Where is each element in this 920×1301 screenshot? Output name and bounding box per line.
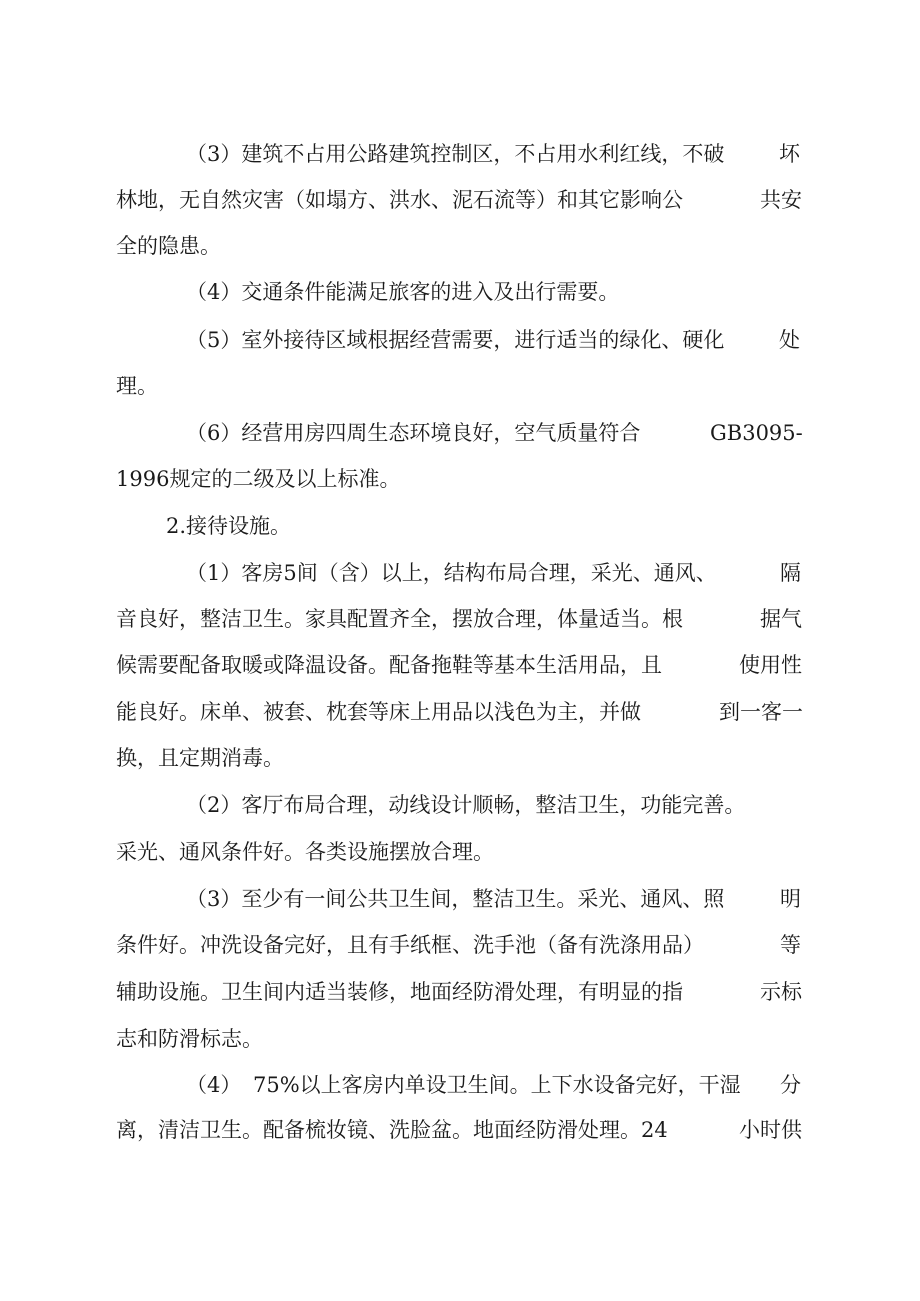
text-run: 坏	[779, 142, 800, 166]
text-line	[0, 180, 920, 220]
text-run: （6）经营用房四周生态环境良好，空气质量符合	[186, 421, 641, 445]
text-run: 能良好。床单、被套、枕套等床上用品以浅色为主，并做	[116, 700, 641, 724]
text-line	[0, 879, 920, 919]
text-run: 全的隐患。	[116, 234, 221, 258]
text-run: （5）室外接待区域根据经营需要，进行适当的绿化、硬化	[186, 328, 725, 352]
text-line	[0, 413, 920, 453]
text-run: 采光、通风条件好。各类设施摆放合理。	[116, 840, 494, 864]
text-run: 使用性	[739, 653, 802, 677]
text-line	[0, 1019, 920, 1059]
text-line	[0, 925, 920, 965]
text-run: （4）	[186, 1073, 242, 1097]
text-line	[0, 599, 920, 639]
text-run: GB3095-	[710, 421, 803, 445]
text-run: 候需要配备取暖或降温设备。配备拖鞋等基本生活用品，且	[116, 653, 662, 677]
text-run: 示标	[760, 980, 802, 1004]
text-run: 小时供	[739, 1118, 802, 1142]
text-run: 2.接待设施。	[166, 514, 292, 538]
text-run: 辅助设施。卫生间内适当装修，地面经防滑处理，有明显的指	[116, 980, 683, 1004]
text-line	[0, 832, 920, 872]
text-run: 据气	[760, 607, 802, 631]
text-line	[0, 366, 920, 406]
text-line	[0, 272, 920, 312]
text-run: （3）至少有一间公共卫生间，整洁卫生。采光、通风、照	[186, 887, 725, 911]
text-run: （3）建筑不占用公路建筑控制区，不占用水利红线，不破	[186, 142, 725, 166]
text-run: 分	[780, 1073, 801, 1097]
text-run: 志和防滑标志。	[116, 1027, 263, 1051]
text-line	[0, 1110, 920, 1150]
text-line	[0, 972, 920, 1012]
text-run: 林地，无自然灾害（如塌方、洪水、泥石流等）和其它影响公	[116, 188, 683, 212]
text-line	[0, 320, 920, 360]
text-line	[0, 645, 920, 685]
text-run: 等	[780, 933, 801, 957]
text-run: 条件好。冲洗设备完好，且有手纸框、洗手池（备有洗涤用品）	[116, 933, 704, 957]
text-line	[0, 738, 920, 778]
text-run: 隔	[780, 561, 801, 585]
text-run: 离，清洁卫生。配备梳妆镜、洗脸盆。地面经防滑处理。24	[116, 1118, 668, 1142]
text-line	[0, 553, 920, 593]
text-line	[0, 226, 920, 266]
text-line	[0, 1065, 920, 1105]
text-run: 音良好，整洁卫生。家具配置齐全，摆放合理，体量适当。根	[116, 607, 683, 631]
text-run: 处	[779, 328, 800, 352]
text-run: （4）交通条件能满足旅客的进入及出行需要。	[186, 280, 620, 304]
text-run: 到一客一	[719, 700, 803, 724]
text-run: 共安	[760, 188, 802, 212]
text-line	[0, 785, 920, 825]
text-line	[0, 506, 920, 546]
text-run: （2）客厅布局合理，动线设计顺畅，整洁卫生，功能完善。	[186, 793, 746, 817]
text-run: 明	[780, 887, 801, 911]
text-run: 理。	[116, 374, 158, 398]
text-line	[0, 459, 920, 499]
text-run: 75%以上客房内单设卫生间。上下水设备完好，干湿	[253, 1073, 741, 1097]
text-line	[0, 692, 920, 732]
text-run: 1996规定的二级及以上标准。	[116, 467, 401, 491]
text-run: 换，且定期消毒。	[116, 746, 284, 770]
text-run: （1）客房5间（含）以上，结构布局合理，采光、通风、	[186, 561, 717, 585]
text-line	[0, 134, 920, 174]
